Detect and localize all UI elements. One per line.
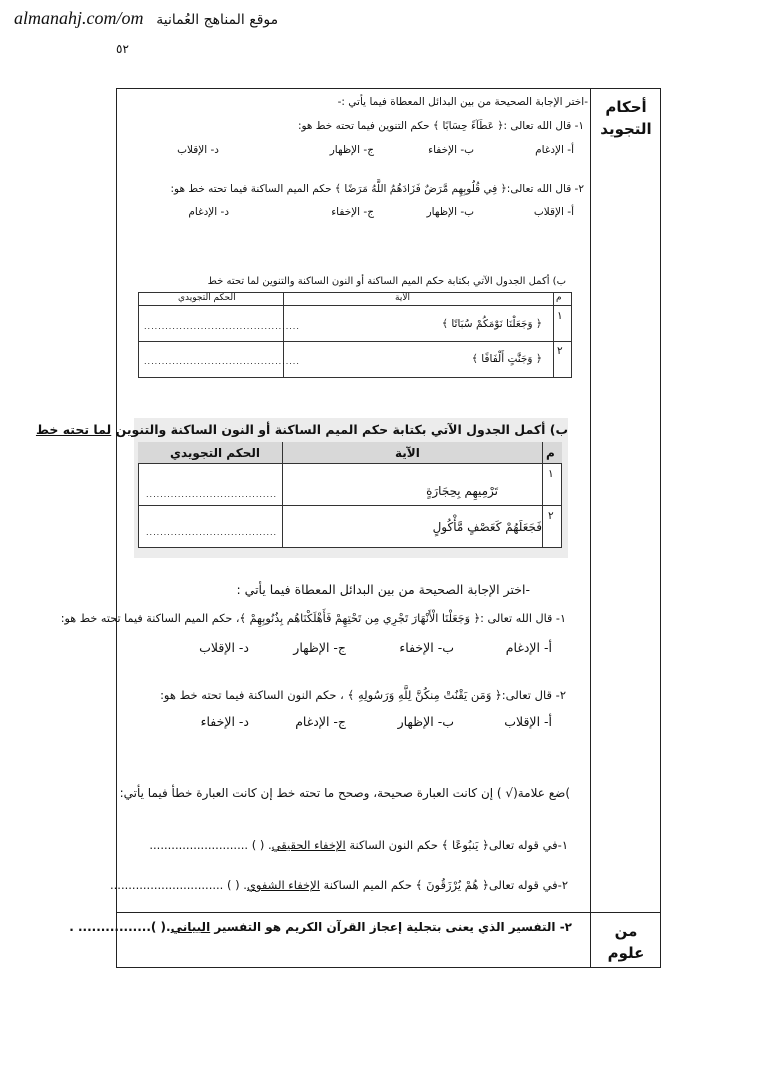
side-uloom-text: من علوم: [607, 922, 645, 962]
s4-q1-option-a: أ- الإدغام: [505, 640, 552, 655]
s1-q2-option-c: ج- الإخفاء: [331, 206, 374, 218]
s3-h-num: م: [546, 446, 555, 460]
s4-q1-option-b: ب- الإخفاء: [399, 640, 454, 655]
column-divider: [590, 88, 591, 968]
s1-question-2: ٢- قال الله تعالى:﴿ فِي قُلُوبِهِم مَّرَضٌ فَزَادَهُمُ اللَّهُ مَرَضًا ﴾ حكم الميم الساكنة فيما تحته خط هو:: [170, 183, 584, 195]
s3-r2-answer: .....................................: [146, 528, 278, 537]
s5-i2-underlined: الإخفاء الشفوي: [246, 878, 320, 892]
page-header: [14, 8, 278, 29]
s6-post: .( )................ .: [69, 920, 171, 934]
s3-title: [36, 422, 568, 437]
side-tajweed-text: أحكام التجويد: [600, 98, 652, 138]
row-divider: [116, 912, 661, 913]
page-number: ٥٢: [116, 42, 129, 56]
s3-r2-num: ٢: [548, 510, 554, 522]
s3-r1-num: ١: [548, 468, 554, 480]
s2-h-ayah: الآية: [395, 293, 410, 303]
s6-underlined: البياني: [170, 920, 211, 934]
s1-q1-option-d: د- الإقلاب: [177, 144, 219, 156]
s2-title: ب) أكمل الجدول الآتي بكتابة حكم الميم الساكنة أو النون الساكنة والتنوين لما تحته خط: [207, 276, 566, 287]
s1-instruction: -اختر الإجابة الصحيحة من بين البدائل المعطاة فيما يأتي :-: [337, 96, 588, 108]
s4-q2-option-a: أ- الإقلاب: [504, 714, 552, 729]
side-label-tajweed: [592, 96, 660, 140]
s3-col-divider-2: [542, 442, 543, 548]
s5-i2-pre: ٢-في قوله تعالى﴿ هُمْ يُرْزَقُونَ ﴾ حكم الميم الساكنة: [319, 878, 568, 892]
s1-q1-option-a: أ- الإدغام: [535, 144, 574, 156]
s2-r2-ayah: ﴿ وَجَنَّٰتٍ أَلْفَافًا ﴾: [471, 353, 542, 365]
site-name: موقع المناهج العُمانية: [156, 12, 279, 28]
s5-instruction: )ضع علامة(√ ) إن كانت العبارة صحيحة، وصحح ما تحته خط إن كانت العبارة خطأ فيما يأتي:: [119, 786, 570, 800]
s1-q2-option-b: ب- الإظهار: [426, 206, 474, 218]
s2-col-divider-2: [553, 292, 554, 378]
s3-row-divider: [138, 505, 562, 506]
site-url: almanahj.com/om: [14, 8, 144, 28]
s6-pre: ٢- التفسير الذي يعنى بتجلية إعجاز القرآن الكريم هو التفسير: [210, 920, 572, 934]
s2-r2-num: ٢: [557, 345, 563, 357]
s3-title-underlined: لما تحته خط: [35, 422, 112, 437]
s1-q2-option-d: د- الإدغام: [188, 206, 229, 218]
s3-h-ayah: الآية: [395, 446, 420, 460]
s2-r1-answer: ............................................: [144, 322, 300, 331]
s4-q2-option-c: ج- الإدغام: [295, 714, 346, 729]
s3-title-main: ب) أكمل الجدول الآتي بكتابة حكم الميم الساكنة أو النون الساكنة والتنوين: [111, 422, 568, 437]
s3-r1-ayah: تَرْمِيهِم بِحِجَارَةٍ: [426, 484, 498, 498]
s1-question-1: ١- قال الله تعالى :﴿ عَطَآءً حِسَابًا ﴾ حكم التنوين فيما تحته خط هو:: [297, 120, 584, 132]
s6-statement: [69, 920, 572, 934]
s2-r2-answer: ............................................: [144, 357, 300, 366]
s4-question-1: ١- قال الله تعالى :﴿ وَجَعَلْنَا الْأَنْهَارَ تَجْرِي مِن تَحْتِهِمْ فَأَهْلَكْنَاهُم بِذُنُوبِهِمْ ﴾، حكم الميم الساكنة فيما تحته خط هو:: [60, 612, 566, 625]
s2-r1-ayah: ﴿ وَجَعَلْنَا نَوْمَكُمْ سُبَاتًا ﴾: [441, 318, 542, 330]
s1-q2-option-a: أ- الإقلاب: [533, 206, 574, 218]
s4-q2-option-d: د- الإخفاء: [200, 714, 249, 729]
s5-i1-pre: ١-في قوله تعالى﴿ يَنبُوعًا ﴾ حكم النون الساكنة: [345, 838, 568, 852]
s2-row-divider: [138, 341, 572, 342]
s3-r1-answer: .....................................: [146, 490, 278, 499]
s4-q2-option-b: ب- الإظهار: [397, 714, 454, 729]
s5-i2-post: . ( ) ...............................: [110, 878, 247, 892]
s5-item-1: [149, 838, 568, 852]
s5-i1-underlined: الإخفاء الحقيقي: [271, 838, 346, 852]
s2-h-rule: الحكم التجويدي: [178, 293, 236, 303]
side-label-uloom: [592, 920, 660, 964]
s2-r1-num: ١: [557, 310, 563, 322]
s2-h-num: م: [556, 293, 562, 303]
s4-q1-option-d: د- الإقلاب: [199, 640, 249, 655]
s1-q1-option-c: ج- الإظهار: [329, 144, 374, 156]
s4-question-2: ٢- قال تعالى:﴿ وَمَن يَقْنُتْ مِنكُنَّ لِلَّهِ وَرَسُولِهِ ﴾ ، حكم النون الساكنة فيما تحته خط هو:: [160, 688, 566, 702]
s3-col-divider-1: [282, 442, 283, 548]
s3-h-rule: الحكم التجويدي: [170, 446, 260, 460]
s4-q1-option-c: ج- الإظهار: [293, 640, 346, 655]
s3-r2-ayah: فَجَعَلَهُمْ كَعَصْفٍ مَّأْكُولٍ: [432, 520, 542, 534]
s5-item-2: [110, 878, 568, 892]
s5-i1-post: . ( ) ...........................: [149, 838, 272, 852]
s4-instruction: -اختر الإجابة الصحيحة من بين البدائل المعطاة فيما يأتي :: [236, 582, 530, 597]
s1-q1-option-b: ب- الإخفاء: [428, 144, 474, 156]
